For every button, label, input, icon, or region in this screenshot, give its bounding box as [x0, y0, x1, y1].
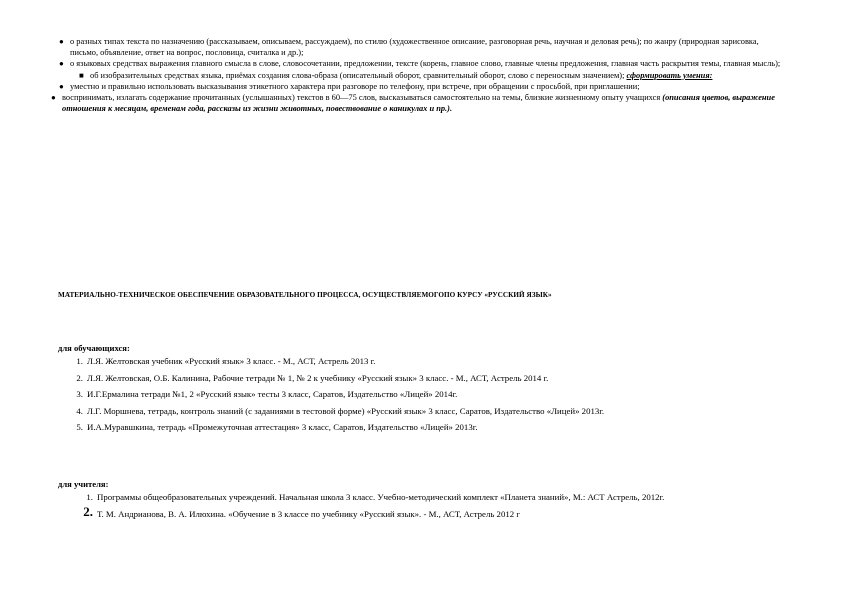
bullet-icon: ■	[79, 70, 84, 80]
list-item	[65, 356, 785, 368]
bullet-icon: ●	[59, 81, 64, 91]
list-item	[50, 92, 788, 114]
bullet-text: об изобразительных средствах языка, приёмах создания слова-образа (описательный оборот, сравнительный оборот, слово с переносным значением);	[90, 70, 625, 80]
bullet-icon: ●	[59, 59, 64, 69]
item-text: Программы общеобразовательных учреждений. Начальная школа 3 класс. Учебно-методический комплект «Планета знаний», М.: АСТ Астрель, 2012г.	[97, 492, 665, 502]
item-text: Л.Я. Желтовская учебник «Русский язык» 3 класс. - М., АСТ, Астрель 2013 г.	[87, 356, 376, 366]
list-item	[58, 58, 788, 69]
item-number: 2.	[83, 503, 93, 519]
item-text: И.Г.Ермалина тетради №1, 2 «Русский язык» тесты 3 класс, Саратов, Издательство «Лицей» 2014г.	[87, 389, 458, 399]
teacher-list	[75, 492, 785, 525]
section-heading: МАТЕРИАЛЬНО-ТЕХНИЧЕСКОЕ ОБЕСПЕЧЕНИЕ ОБРАЗОВАТЕЛЬНОГО ПРОЦЕССА, ОСУЩЕСТВЛЯЕМОГОПО КУРСУ «РУССКИЙ ЯЗЫК»	[58, 291, 552, 299]
teacher-title: для учителя:	[58, 479, 109, 489]
item-text: Т. М. Андрианова, В. А. Илюхина. «Обучение в 3 классе по учебнику «Русский язык». - М., АСТ, Астрель 2012 г	[97, 508, 520, 519]
list-item	[65, 406, 785, 418]
students-title: для обучающихся:	[58, 343, 130, 353]
item-text: Л.Г. Моршнева, тетрадь, контроль знаний (с заданиями в тестовой форме) «Русский язык» 3 класс, Саратов, Издательство «Лицей» 2013г.	[87, 405, 605, 416]
item-number: 5.	[76, 422, 83, 432]
item-text: И.А.Муравшкина, тетрадь «Промежуточная аттестация» 3 класс, Саратов, Издательство «Лицей» 2013г.	[87, 422, 478, 432]
list-item	[65, 373, 785, 385]
list-item	[58, 36, 788, 58]
list-item	[58, 81, 788, 92]
bullet-icon: ●	[51, 93, 56, 103]
bullet-icon: ●	[59, 37, 64, 46]
students-list	[65, 356, 785, 439]
item-number: 1.	[76, 356, 83, 366]
list-item	[75, 503, 785, 521]
skills-bullet-list	[51, 36, 788, 114]
item-number: 2.	[76, 372, 83, 383]
list-item	[65, 389, 785, 401]
list-item	[65, 422, 785, 434]
bullet-text: о разных типах текста по назначению (рассказываем, описываем, рассуждаем), по стилю (художественное описание, разговорная речь, научная и деловая речь); по жанру (природная зарисовка, письмо, объявление, ответ на вопрос, пословица, считалка и др.);	[70, 37, 759, 58]
bullet-text: уместно и правильно использовать высказывания этикетного характера при разговоре по телефону, при встрече, при обращении с просьбой, при приглашении;	[70, 81, 640, 91]
bullet-emphasis: (описания цветов, выражение отношения к месяцам, временам года, рассказы из жизни животных, повествование о каникулах и пр.).	[62, 93, 775, 114]
bullet-emphasis: сформировать умения:	[626, 70, 713, 80]
list-item	[75, 492, 785, 504]
item-text: Л.Я. Желтовская, О.Б. Калинина, Рабочие тетради № 1, № 2 к учебнику «Русский язык» 3 класс. - М., АСТ, Астрель 2014 г.	[87, 372, 549, 383]
item-number: 4.	[76, 405, 83, 416]
bullet-text: о языковых средствах выражения главного смысла в слове, словосочетании, предложении, тексте (корень, главное слово, главные члены предложения, главная часть раскрытия темы, главная мысль);	[70, 59, 781, 69]
item-number: 1.	[86, 492, 93, 502]
item-number: 3.	[76, 389, 83, 399]
bullet-text: воспринимать, излагать содержание прочитанных (услышанных) текстов в 60—75 слов, высказываться самостоятельно на темы, близкие жизненному опыту учащихся	[62, 93, 661, 103]
list-item	[78, 70, 788, 81]
